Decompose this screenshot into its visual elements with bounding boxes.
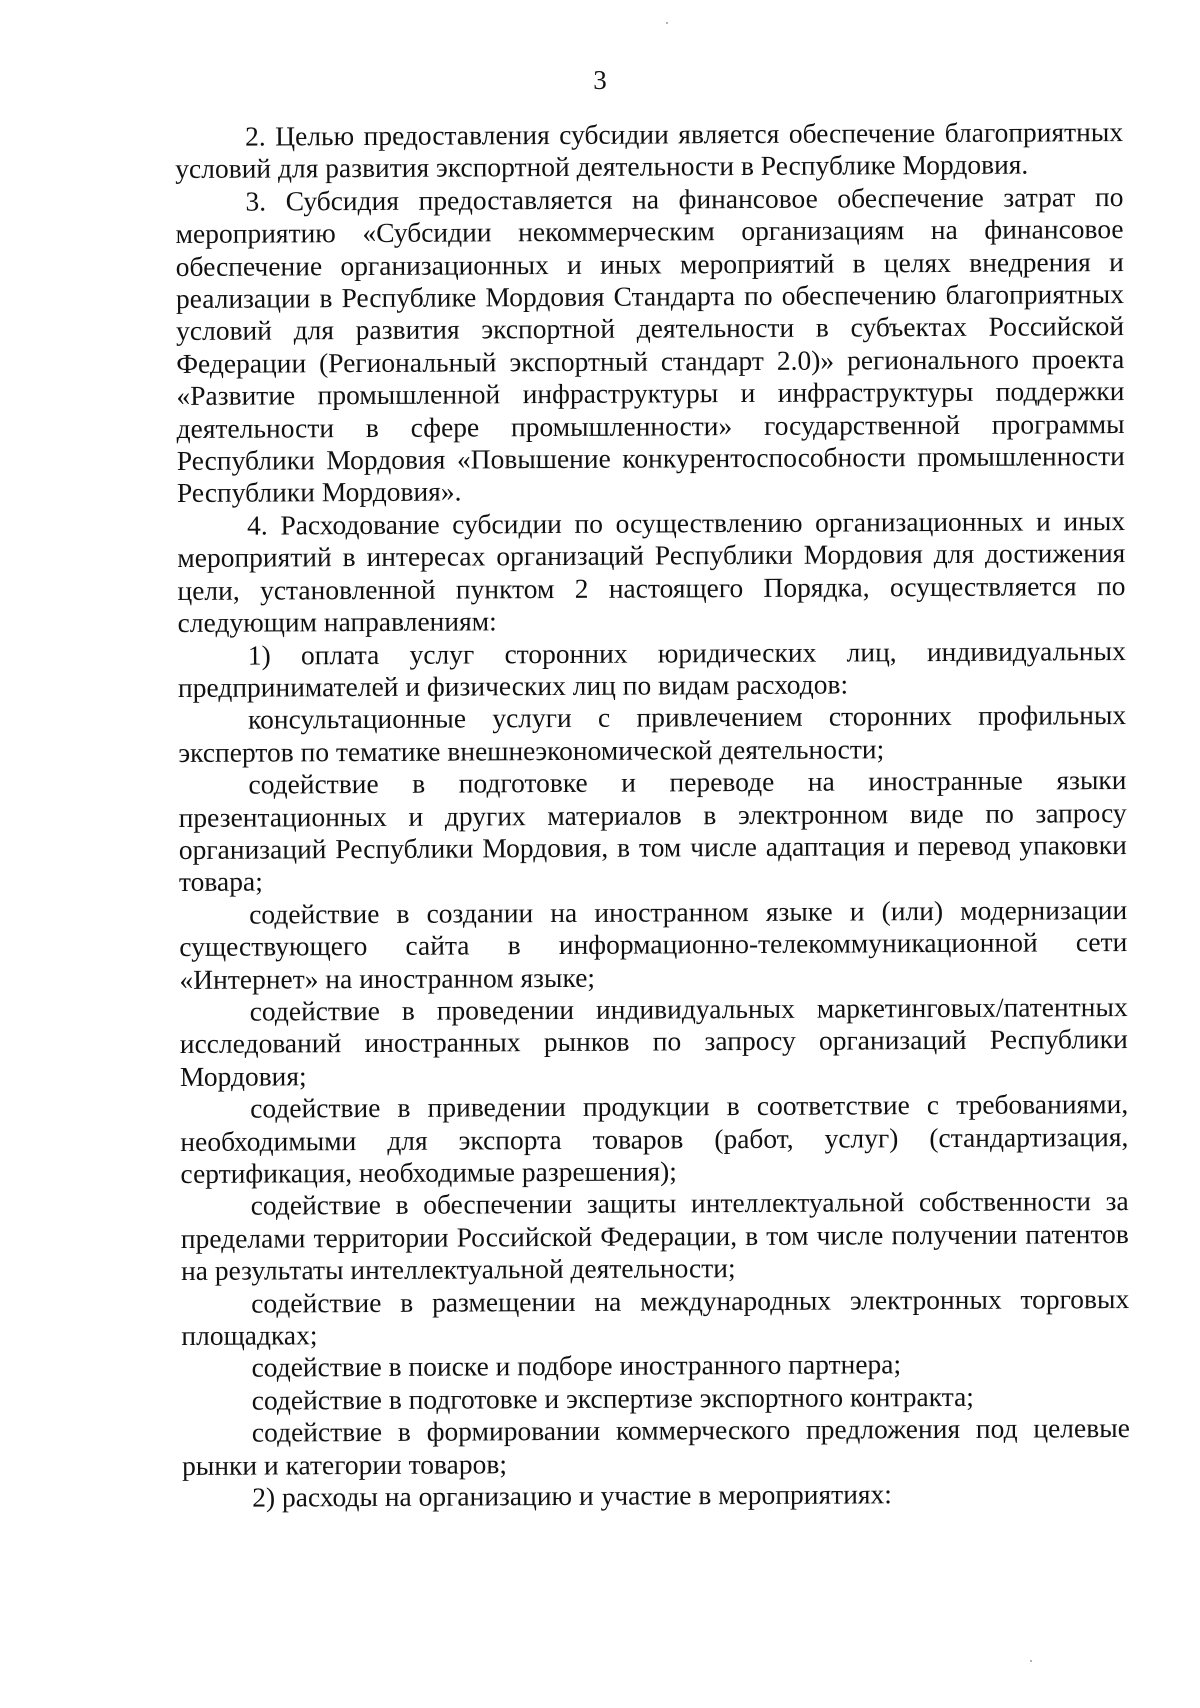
paragraph-consulting: консультационные услуги с привлечением сторонних профильных экспертов по тематике внешнеэкономической деятельности; — [178, 699, 1127, 768]
paragraph-website: содействие в создании на иностранном языке и (или) модернизации существующего сайта в информационно-телекоммуникационной сети «Интернет» на иностранном языке; — [179, 893, 1128, 995]
paragraph-item-1: 1) оплата услуг сторонних юридических лиц, индивидуальных предпринимателей и физических лиц по видам расходов: — [177, 634, 1126, 703]
paragraph-marketing-research: содействие в проведении индивидуальных маркетинговых/патентных исследований иностранных рынков по запросу организаций Республики Мордовия; — [179, 990, 1128, 1092]
paragraph-contract-expertise: содействие в подготовке и экспертизе экспортного контракта; — [251, 1380, 974, 1416]
paragraph-partner-search: содействие в поиске и подборе иностранного партнера; — [251, 1348, 902, 1384]
document-body — [175, 116, 1130, 1514]
scan-speck — [1030, 1660, 1032, 1662]
paragraph-certification: содействие в приведении продукции в соответствие с требованиями, необходимыми для экспорта товаров (работ, услуг) (стандартизация, сертификация, необходимые разрешения); — [180, 1088, 1129, 1189]
scan-speck — [666, 22, 668, 24]
paragraph-commercial-offer: содействие в формировании коммерческого предложения под целевые рынки и категории товаров; — [181, 1412, 1130, 1481]
paragraph-marketplaces: содействие в размещении на международных электронных торговых площадках; — [181, 1282, 1130, 1352]
page-number: 3 — [593, 65, 607, 95]
paragraph-goal: 2. Целью предоставления субсидии является обеспечение благоприятных условий для развития экспортной деятельности в Республике Мордовия. — [175, 116, 1124, 185]
paragraph-subsidy-purpose: 3. Субсидия предоставляется на финансовое обеспечение затрат по мероприятию «Субсидии некоммерческим организациям на финансовое обеспечение организационных и иных мероприятий в целях внедрения и реализации в Республике Мордовия Стандарта по обеспечению благоприятных условий для развития экспортной деятельности в субъектах Российской Федерации (Региональный экспортный стандарт 2.0)» регионального проекта «Развитие промышленной инфраструктуры и инфраструктуры поддержки деятельности в сфере промышленности» государственной программы Республики Мордовия «Повышение конкурентоспособности промышленности Республики Мордовия». — [175, 180, 1125, 509]
paragraph-translation: содействие в подготовке и переводе на иностранные языки презентационных и других материалов в электронном виде по запросу организаций Республики Мордовия, в том числе адаптация и перевод упаковки товара; — [178, 764, 1127, 898]
paragraph-ip-protection: содействие в обеспечении защиты интеллектуальной собственности за пределами территории Российской Федерации, в том числе получении патентов на результаты интеллектуальной деятельности; — [180, 1185, 1129, 1287]
paragraph-item-2: 2) расходы на организацию и участие в мероприятиях: — [252, 1478, 892, 1513]
paragraph-expenditure-directions: 4. Расходование субсидии по осуществлению организационных и иных мероприятий в интересах организаций Республики Мордовия для достижения цели, установленной пунктом 2 настоящего Порядка, осуществляется по следующим направлениям: — [177, 504, 1126, 639]
